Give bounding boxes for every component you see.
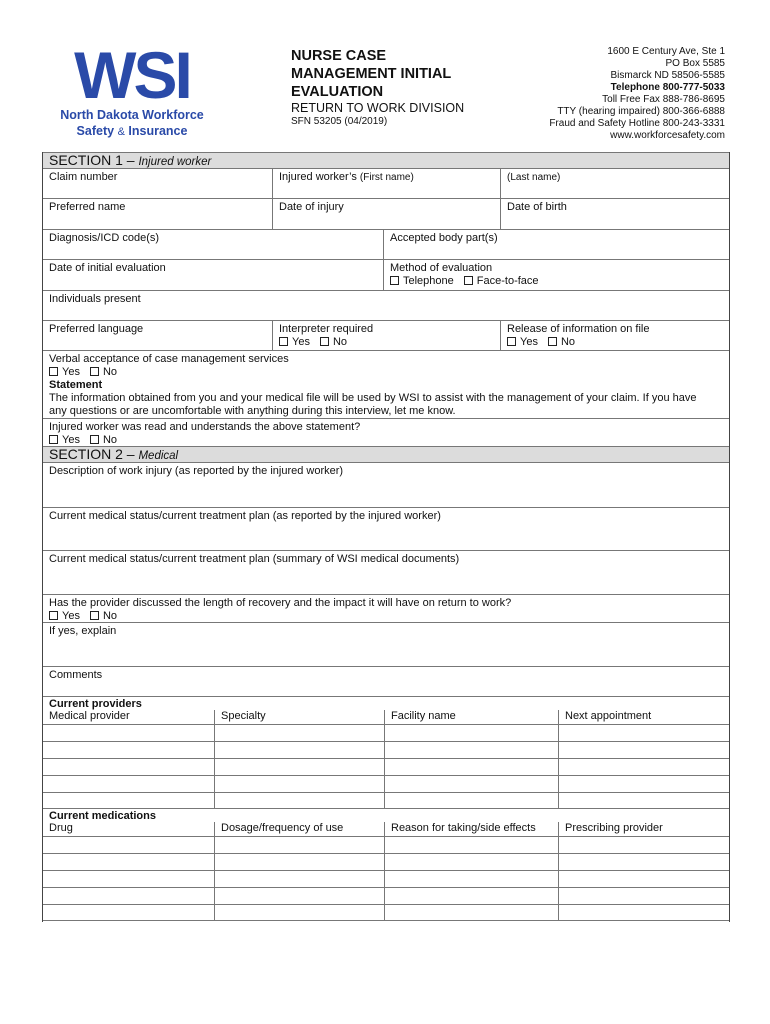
medication-cell[interactable] bbox=[214, 837, 384, 853]
provider-row bbox=[43, 758, 729, 775]
row-evaluation bbox=[43, 259, 729, 290]
preferred-name-field[interactable]: Preferred name bbox=[49, 201, 126, 213]
status-summary-field[interactable]: Current medical status/current treatment plan (summary of WSI medical documents) bbox=[43, 550, 729, 594]
medications-heading: Current medications bbox=[43, 808, 729, 822]
org-name-line1: North Dakota Workforce bbox=[60, 108, 204, 122]
row-read-understands: Injured worker was read and understands the above statement? Yes No bbox=[43, 418, 729, 446]
last-name-field[interactable]: (Last name) bbox=[500, 169, 729, 198]
verbal-no-checkbox[interactable] bbox=[90, 367, 99, 376]
medication-cell[interactable] bbox=[558, 888, 729, 904]
provider-row bbox=[43, 741, 729, 758]
wsi-logo-mark bbox=[52, 46, 212, 104]
medication-cell[interactable] bbox=[214, 905, 384, 920]
medication-cell[interactable] bbox=[214, 854, 384, 870]
form-number: SFN 53205 (04/2019) bbox=[291, 116, 388, 127]
date-of-injury-field[interactable]: Date of injury bbox=[272, 199, 500, 229]
section1-header: SECTION 1 – Injured worker bbox=[43, 152, 729, 168]
medication-cell[interactable] bbox=[43, 854, 214, 870]
form-subtitle: RETURN TO WORK DIVISION bbox=[291, 101, 465, 115]
discussed-yes-checkbox[interactable] bbox=[49, 611, 58, 620]
medication-cell[interactable] bbox=[384, 905, 558, 920]
medication-cell[interactable] bbox=[43, 871, 214, 887]
method-of-evaluation: Method of evaluation Telephone Face-to-face bbox=[383, 260, 729, 290]
medication-row bbox=[43, 853, 729, 870]
provider-row bbox=[43, 724, 729, 741]
status-reported-field[interactable]: Current medical status/current treatment plan (as reported by the injured worker) bbox=[43, 507, 729, 550]
individuals-present-field[interactable]: Individuals present bbox=[49, 293, 141, 305]
preferred-language-field[interactable]: Preferred language bbox=[49, 323, 144, 335]
medication-cell[interactable] bbox=[43, 888, 214, 904]
telephone-checkbox[interactable] bbox=[390, 276, 399, 285]
medication-cell[interactable] bbox=[214, 888, 384, 904]
provider-cell[interactable] bbox=[384, 793, 558, 809]
description-injury-field[interactable]: Description of work injury (as reported by the injured worker) bbox=[43, 462, 729, 507]
provider-cell[interactable] bbox=[43, 793, 214, 809]
row-provider-discussed: Has the provider discussed the length of recovery and the impact it will have on return to work? Yes No bbox=[43, 594, 729, 622]
medications-header-row: Drug Dosage/frequency of use Reason for taking/side effects Prescribing provider bbox=[43, 822, 729, 836]
providers-header-row: Medical provider Specialty Facility name Next appointment bbox=[43, 710, 729, 724]
section2-header: SECTION 2 – Medical bbox=[43, 446, 729, 462]
provider-cell[interactable] bbox=[384, 742, 558, 758]
medication-cell[interactable] bbox=[384, 888, 558, 904]
verbal-acceptance-label: Verbal acceptance of case management services bbox=[49, 353, 289, 365]
provider-row bbox=[43, 792, 729, 809]
accepted-body-parts-field[interactable]: Accepted body part(s) bbox=[383, 230, 729, 259]
provider-cell[interactable] bbox=[558, 725, 729, 741]
row-language bbox=[43, 320, 729, 350]
provider-cell[interactable] bbox=[384, 759, 558, 775]
provider-cell[interactable] bbox=[384, 776, 558, 792]
provider-cell[interactable] bbox=[214, 742, 384, 758]
medication-cell[interactable] bbox=[558, 854, 729, 870]
row-preferred-name bbox=[43, 198, 729, 229]
discussed-no-checkbox[interactable] bbox=[90, 611, 99, 620]
row-individuals bbox=[43, 290, 729, 320]
logo-text: WSI bbox=[74, 46, 190, 104]
statement-text: The information obtained from you and your medical file will be used by WSI to assist with the management of your claim. If you have any questions or are uncomfortable with anything during this interview, let me know. bbox=[49, 392, 697, 417]
provider-cell[interactable] bbox=[558, 793, 729, 809]
date-of-birth-field[interactable]: Date of birth bbox=[500, 199, 729, 229]
date-initial-evaluation-field[interactable]: Date of initial evaluation bbox=[49, 262, 166, 274]
verbal-yes-checkbox[interactable] bbox=[49, 367, 58, 376]
medication-cell[interactable] bbox=[384, 854, 558, 870]
diagnosis-field[interactable]: Diagnosis/ICD code(s) bbox=[49, 232, 160, 244]
wsi-logo bbox=[52, 46, 212, 138]
provider-row bbox=[43, 775, 729, 792]
release-yes-checkbox[interactable] bbox=[507, 337, 516, 346]
provider-cell[interactable] bbox=[214, 725, 384, 741]
medication-cell[interactable] bbox=[558, 871, 729, 887]
medication-cell[interactable] bbox=[558, 905, 729, 920]
provider-cell[interactable] bbox=[214, 759, 384, 775]
medication-row bbox=[43, 870, 729, 887]
statement-heading: Statement bbox=[49, 379, 103, 391]
if-yes-explain-field[interactable]: If yes, explain bbox=[43, 622, 729, 666]
provider-cell[interactable] bbox=[214, 793, 384, 809]
evaluation-form bbox=[42, 152, 730, 922]
medication-cell[interactable] bbox=[384, 871, 558, 887]
interpreter-required: Interpreter required Yes No bbox=[272, 321, 500, 350]
face-to-face-checkbox[interactable] bbox=[464, 276, 473, 285]
row-claim bbox=[43, 168, 729, 198]
first-name-field[interactable]: Injured worker’s (First name) bbox=[272, 169, 500, 198]
medication-cell[interactable] bbox=[43, 905, 214, 920]
row-verbal-acceptance: Verbal acceptance of case management services Yes No Statement The information obtained from you and your medical file will be used by WSI to assist with the management of your claim. If you have any questions or are uncomfortable with anything during this interview, let me know. bbox=[43, 350, 729, 418]
org-name-line2: Safety & Insurance bbox=[76, 124, 188, 138]
provider-cell[interactable] bbox=[43, 759, 214, 775]
medication-cell[interactable] bbox=[214, 871, 384, 887]
provider-cell[interactable] bbox=[558, 759, 729, 775]
medication-row bbox=[43, 836, 729, 853]
understands-yes-checkbox[interactable] bbox=[49, 435, 58, 444]
providers-heading: Current providers bbox=[43, 696, 729, 710]
understands-no-checkbox[interactable] bbox=[90, 435, 99, 444]
contact-address: 1600 E Century Ave, Ste 1 PO Box 5585 Bismarck ND 58506-5585 Telephone 800-777-5033 Toll Free Fax 888-786-8695 TTY (hearing impaired) 800-366-6888 Fraud and Safety Hotline 800-243-3331 www.workforcesafety.com bbox=[549, 46, 725, 141]
interpreter-yes-checkbox[interactable] bbox=[279, 337, 288, 346]
comments-field[interactable]: Comments bbox=[43, 666, 729, 696]
medication-cell[interactable] bbox=[43, 837, 214, 853]
medication-cell[interactable] bbox=[558, 837, 729, 853]
provider-cell[interactable] bbox=[43, 725, 214, 741]
interpreter-no-checkbox[interactable] bbox=[320, 337, 329, 346]
medication-row bbox=[43, 904, 729, 921]
row-diagnosis bbox=[43, 229, 729, 259]
provider-cell[interactable] bbox=[558, 742, 729, 758]
provider-cell[interactable] bbox=[558, 776, 729, 792]
provider-cell[interactable] bbox=[214, 776, 384, 792]
medication-row bbox=[43, 887, 729, 904]
provider-cell[interactable] bbox=[384, 725, 558, 741]
release-no-checkbox[interactable] bbox=[548, 337, 557, 346]
provider-cell[interactable] bbox=[43, 742, 214, 758]
release-of-information: Release of information on file Yes No bbox=[500, 321, 729, 350]
claim-number-field[interactable]: Claim number bbox=[49, 171, 118, 183]
provider-cell[interactable] bbox=[43, 776, 214, 792]
medication-cell[interactable] bbox=[384, 837, 558, 853]
form-title: NURSE CASE MANAGEMENT INITIAL EVALUATION bbox=[291, 48, 452, 100]
